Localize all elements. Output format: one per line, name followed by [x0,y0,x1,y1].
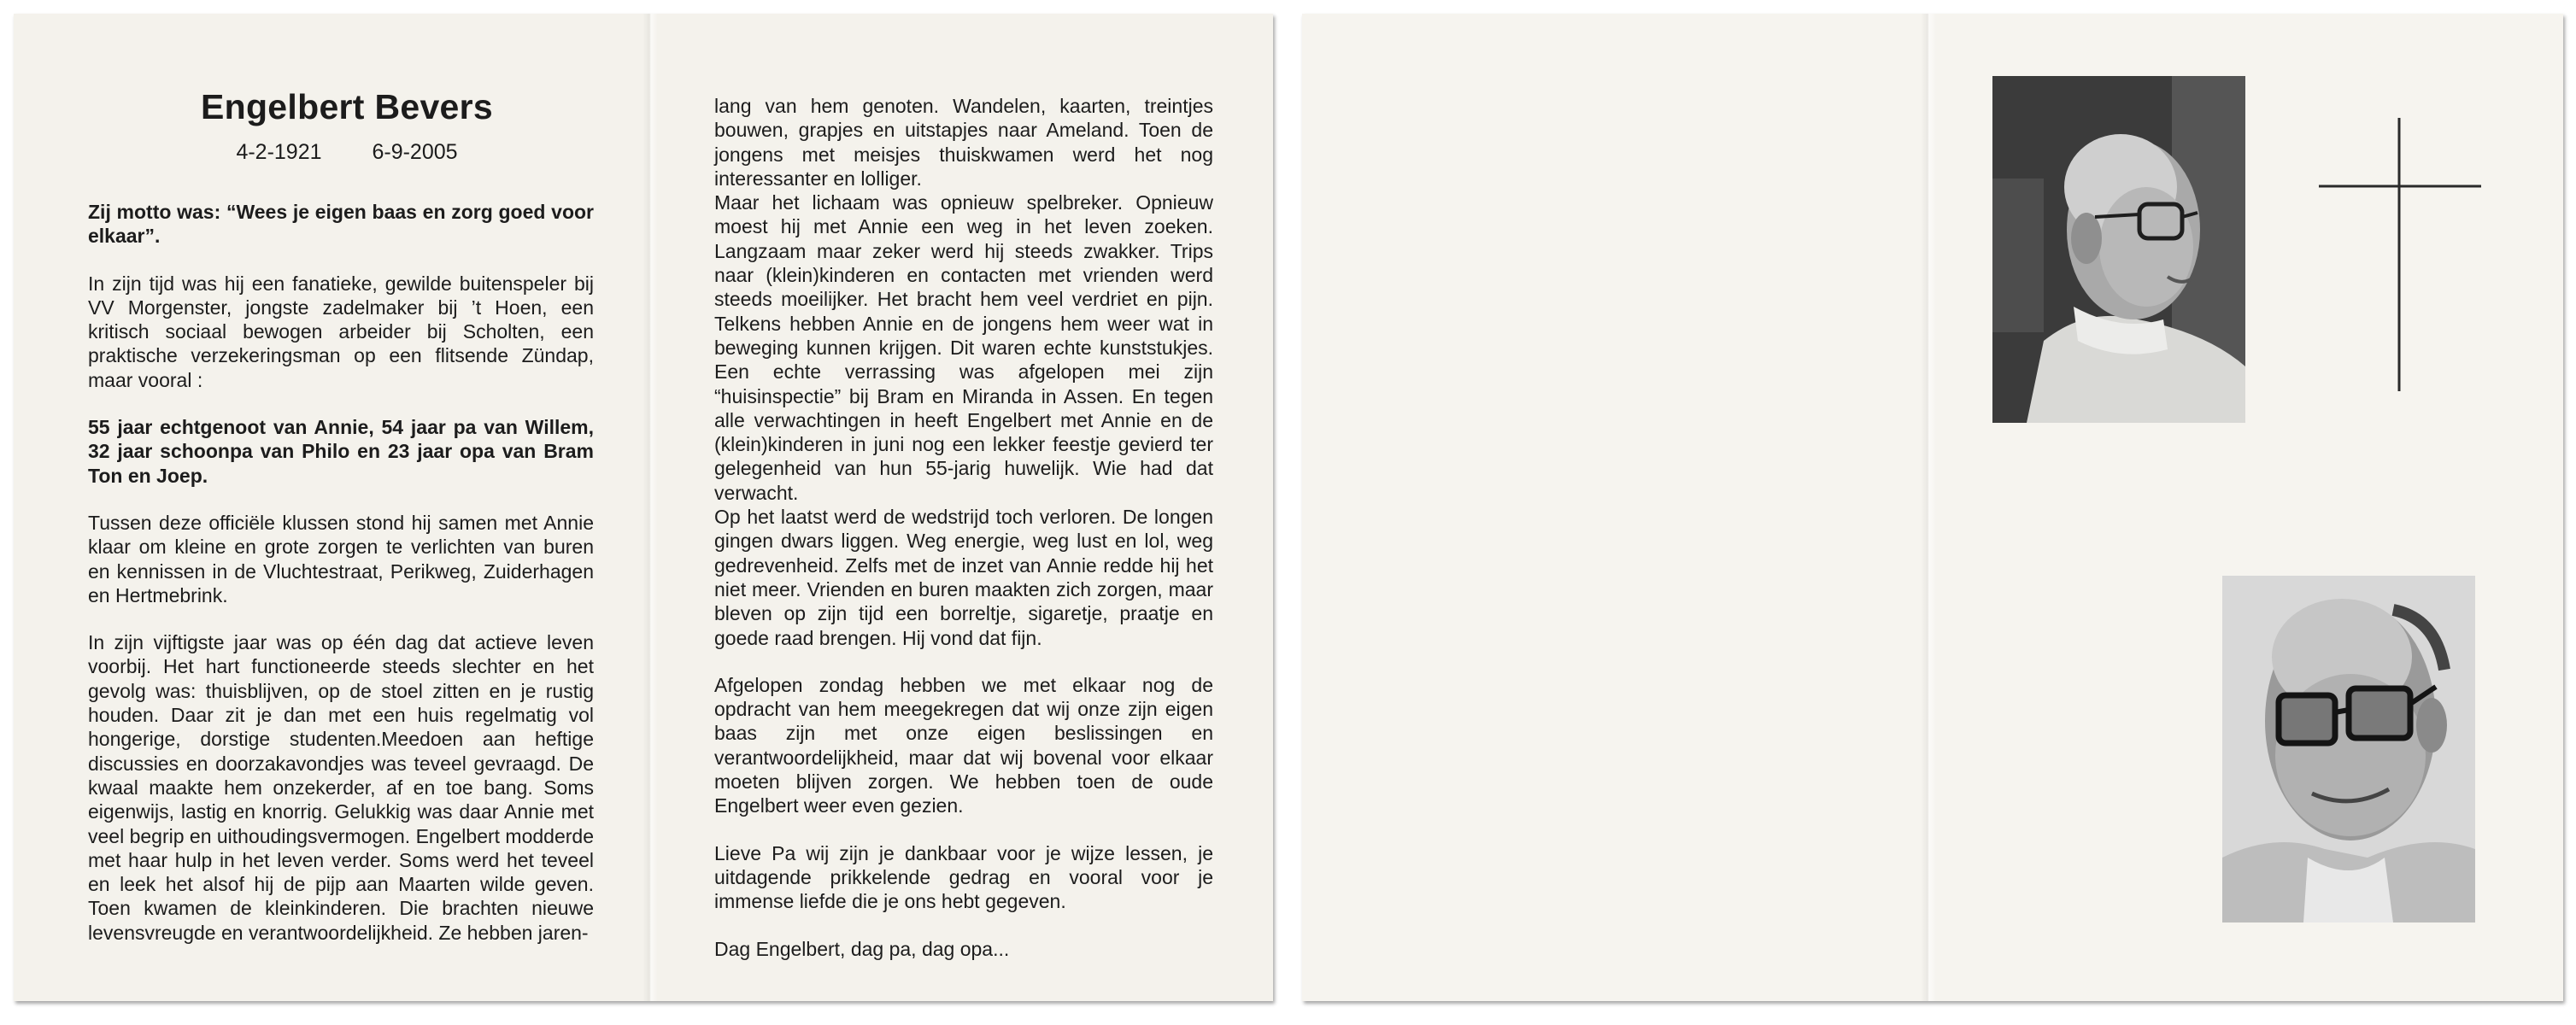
text-column-left [88,200,594,945]
paragraph: Maar het lichaam was opnieuw spelbreker. Opnieuw moest hij met Annie een weg in het leven zoeken. Langzaam maar zeker werd hij steeds zwakker. Trips naar (klein)kinderen en contacten met vrienden werd steeds moeilijker. Het bracht hem veel verdriet en pijn. Telkens hebben Annie en de jongens hem weer wat in beweging kunnen krijgen. Dit waren echte kunststukjes. Een echte verrassing was afgelopen mei zijn “huisinspectie” bij Bram en Miranda in Assen. En tegen alle verwachtingen in heeft Engelbert met Annie en de (klein)kinderen in juni nog een lekker feestje gevierd ter gelegenheid van hun 55-jarig huwelijk. Wie had dat verwacht. [714,191,1213,504]
death-date: 6-9-2005 [372,140,458,164]
paragraph: Tussen deze officiële klussen stond hij samen met Annie klaar om kleine en grote zorgen te verlichten van buren en kennissen in de Vluchtestraat, Perikweg, Zuiderhagen en Hertmebrink. [88,511,594,606]
paragraph: In zijn vijftigste jaar was op één dag dat actieve leven voorbij. Het hart functioneerde steeds slechter en het gevolg was: thuisblijven, op de stoel zitten en je rustig houden. Daar zit je dan met een huis regelmatig vol hongerige, dorstige studenten.Meedoen aan heftige discussies en doorzakavondjes was teveel gevraagd. De kwaal maakte hem onzekerder, af en toe bang. Soms eigenwijs, lastig en knorrig. Gelukkig was daar Annie met veel begrip en uithoudingsvermogen. Engelbert modderde met haar hulp in het leven verder. Soms werd het teveel en leek het alsof hij de pijp aan Maarten wilde geven. Toen kwamen de kleinkinderen. Die brachten nieuwe levensvreugde en verantwoordelijkheid. Ze hebben jaren- [88,631,595,944]
paragraph: In zijn tijd was hij een fanatieke, gewilde buitenspeler bij VV Morgenster, jongste zadelmaker bij ’t Hoen, een kritisch sociaal bewogen arbeider bij Scholten, een praktische verzekeringsman op een flitsende Zündap, maar vooral : [88,272,594,391]
family-paragraph: 55 jaar echtgenoot van Annie, 54 jaar pa van Willem, 32 jaar schoonpa van Philo en 23 jaar opa van Bram Ton en Joep. [88,416,594,487]
paragraph: Lieve Pa wij zijn je dankbaar voor je wijze lessen, je uitdagende prikkelende gedrag en vooral voor je immense liefde die je ons hebt gegeven. [714,841,1213,913]
farewell-line: Dag Engelbert, dag pa, dag opa... [714,937,1010,960]
motto-paragraph: Zij motto was: “Wees je eigen baas en zorg goed voor elkaar”. [88,201,594,248]
portrait-photo-profile [1992,76,2245,423]
text-column-right [714,94,1213,961]
paragraph: Afgelopen zondag hebben we met elkaar nog de opdracht van hem meegekregen dat wij onze zijn eigen baas zijn met onze eigen beslissingen en verantwoordelijkheid, maar dat wij bovenal voor elkaar moeten blijven zorgen. We hebben toen de oude Engelbert weer even gezien. [714,673,1213,817]
paragraph: lang van hem genoten. Wandelen, kaarten, treintjes bouwen, grapjes en uitstapjes naar Ameland. Toen de jongens met meisjes thuiskwamen werd het nog interessanter en lolliger. [714,95,1213,190]
portrait-photo-smiling [2222,576,2475,922]
card-fold [1921,14,1936,1001]
paragraph: Op het laatst werd de wedstrijd toch verloren. De longen gingen dwars liggen. Weg energie, weg lust en lol, weg gedrevenheid. Zelfs met de inzet van Annie redde hij het niet meer. Vrienden en buren maakten zich zorgen, maar bleven op zijn tijd een borreltje, sigaretje, praatje en goede raad brengen. Hij vond dat fijn. [714,506,1213,649]
life-dates [99,140,595,165]
birth-date: 4-2-1921 [236,140,322,164]
memorial-card-text [14,14,1273,1001]
card-fold [643,14,658,1001]
cross-icon [2319,118,2481,391]
memorial-card-photos [1302,14,2563,1001]
page-title: Engelbert Bevers [200,87,494,126]
